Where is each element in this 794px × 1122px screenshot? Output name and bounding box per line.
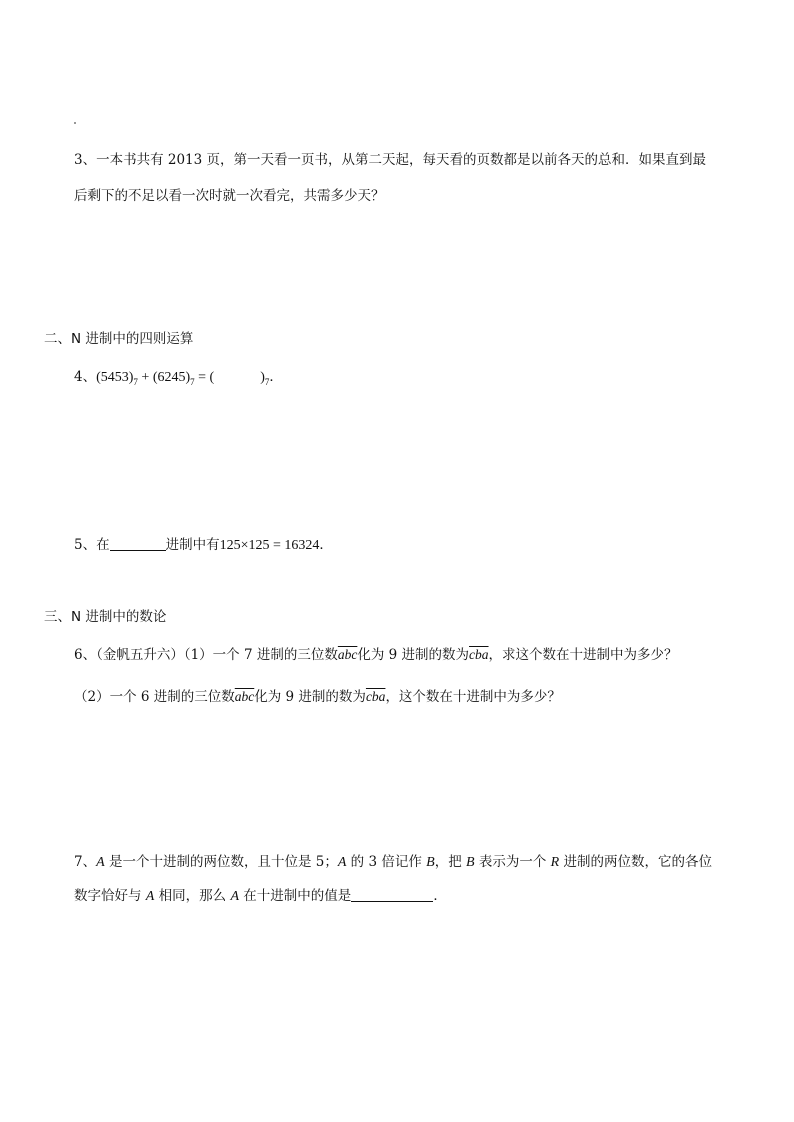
- q7-text: 进制的两位数，它的各位: [559, 854, 713, 870]
- q7-text: 是一个十进制的两位数，且十位是 5；: [104, 854, 338, 870]
- q6b-var-cba: $\overline{cba}$: [365, 689, 386, 704]
- q4-term-b: $(6245)_7$: [152, 370, 195, 387]
- q4-equation: [74, 367, 283, 392]
- q3-line-1: 3、一本书共有 2013 页，第一天看一页书，从第二天起，每天看的页数都是以前各天的总和．如果直到最: [74, 152, 707, 168]
- q7-text: 表示为一个: [474, 854, 551, 870]
- q4-plus: +: [137, 370, 153, 385]
- q7-var-b: B: [466, 855, 475, 870]
- q4-close: )$_7$: [260, 370, 270, 387]
- page-dot: [74, 122, 76, 124]
- section-3-title: 三、N 进制中的数论: [44, 609, 167, 625]
- q7-prefix: 7、: [74, 854, 97, 870]
- q7-text: 在十进制中的值是: [239, 888, 352, 904]
- q5-answer-blank[interactable]: [110, 536, 166, 551]
- q6-line-1: [74, 645, 678, 665]
- q6b-mid: 化为 9 进制的数为: [254, 689, 366, 705]
- q7-end: ．: [433, 888, 447, 904]
- q6-mid: 化为 9 进制的数为: [357, 647, 470, 663]
- q4-prefix: 4、: [74, 369, 97, 385]
- q7-var-a: A: [145, 889, 155, 904]
- q6-line-2: [74, 687, 561, 707]
- q6-var-abc: $\overline{abc}$: [337, 647, 358, 662]
- q4-term-a: $(5453)_7$: [96, 370, 138, 387]
- q7-var-a: A: [96, 855, 105, 870]
- q5-prefix: 5、在: [74, 537, 110, 553]
- q4-equals: = (: [194, 370, 215, 385]
- q6b-suffix: ，这个数在十进制中为多少？: [385, 689, 561, 705]
- q7-text: 相同，那么: [154, 888, 231, 904]
- q6-prefix: 6、（金帆五升六）（1）一个 7 进制的三位数: [74, 647, 338, 663]
- q7-var-a: A: [230, 889, 240, 904]
- q7-line-1: [74, 852, 712, 873]
- q6-var-cba: $\overline{cba}$: [469, 647, 489, 662]
- q7-text: ，把: [434, 854, 467, 870]
- section-2-title: 二、N 进制中的四则运算: [44, 331, 194, 347]
- q7-text: 的 3 倍记作: [346, 854, 427, 870]
- q6-suffix: ，求这个数在十进制中为多少？: [488, 647, 678, 663]
- q6b-prefix: （2）一个 6 进制的三位数: [74, 689, 235, 705]
- q5-end: ．: [319, 537, 333, 553]
- q7-answer-blank[interactable]: [351, 887, 433, 902]
- q7-var-b: B: [426, 855, 435, 870]
- q5-line: [74, 535, 333, 556]
- q5-expression: 125×125 = 16324: [219, 538, 320, 553]
- q7-line-2: [74, 886, 447, 907]
- q6b-var-abc: $\overline{abc}$: [234, 689, 255, 704]
- q7-text: 数字恰好与: [74, 888, 146, 904]
- q7-var-a: A: [337, 855, 347, 870]
- q3-line-2: 后剩下的不足以看一次时就一次看完，共需多少天？: [74, 188, 385, 204]
- q5-suffix: 进制中有: [165, 537, 220, 553]
- q7-var-r: R: [550, 855, 560, 870]
- q4-end: ．: [269, 369, 283, 385]
